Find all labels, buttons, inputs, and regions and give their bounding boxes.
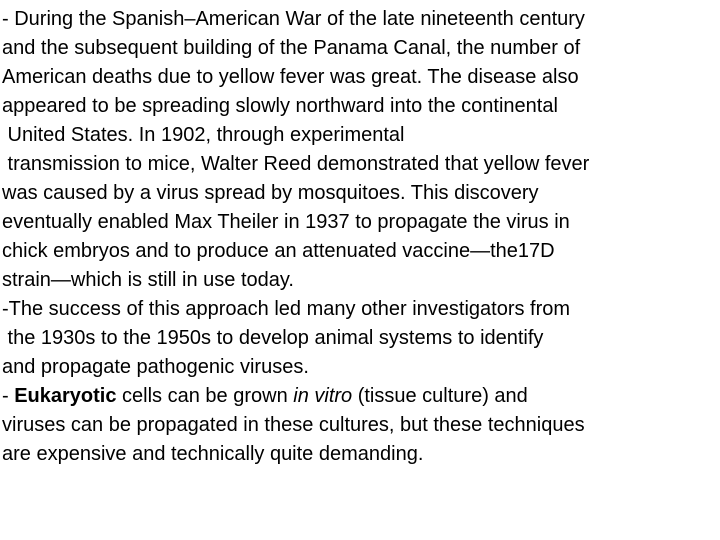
text-line: -The success of this approach led many other investigators from [2, 298, 571, 320]
text-line: are expensive and technically quite demanding. [2, 443, 424, 465]
text-line: strain—which is still in use today. [2, 269, 294, 291]
text-line: appeared to be spreading slowly northward into the continental [2, 95, 558, 117]
text-line: was caused by a virus spread by mosquitoes. This discovery [2, 182, 539, 204]
text-line: - During the Spanish–American War of the late nineteenth century [2, 8, 585, 30]
italic-term: in vitro [293, 385, 353, 407]
text-line-eukaryotic [2, 382, 718, 411]
text-line: eventually enabled Max Theiler in 1937 to propagate the virus in [2, 211, 570, 233]
line-prefix: - [2, 385, 15, 407]
text-line: viruses can be propagated in these cultures, but these techniques [2, 414, 585, 436]
body-text [2, 5, 718, 469]
text-line: American deaths due to yellow fever was great. The disease also [2, 66, 579, 88]
text-line: the 1930s to the 1950s to develop animal systems to identify [2, 327, 544, 349]
bold-term: Eukaryotic [14, 385, 117, 407]
text-line: and propagate pathogenic viruses. [2, 356, 309, 378]
text-line: chick embryos and to produce an attenuated vaccine—the17D [2, 240, 555, 262]
text-line: transmission to mice, Walter Reed demonstrated that yellow fever [2, 153, 590, 175]
text-line: and the subsequent building of the Panama Canal, the number of [2, 37, 581, 59]
text-line: United States. In 1902, through experimental [2, 124, 405, 146]
line-suffix: (tissue culture) and [352, 385, 528, 407]
line-middle: cells can be grown [116, 385, 294, 407]
